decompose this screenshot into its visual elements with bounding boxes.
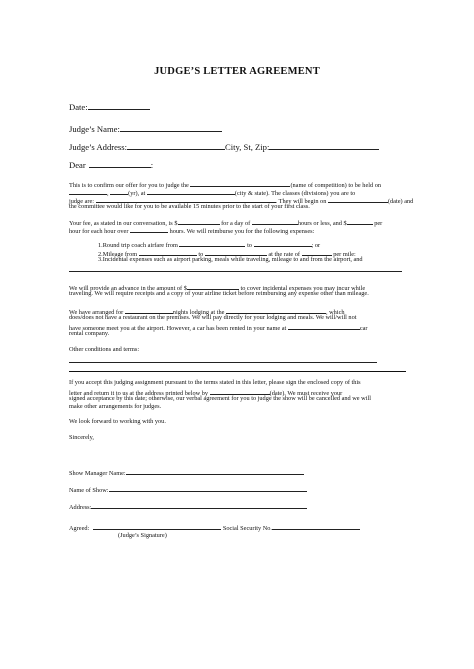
fee-text: per <box>374 220 383 227</box>
confirm-text: . They will begin on <box>275 198 327 205</box>
date-row <box>69 100 150 112</box>
confirm-text: (name of competition) to be held on <box>290 182 382 189</box>
judge-signature-field[interactable] <box>93 522 221 530</box>
date-label: Date: <box>69 102 88 112</box>
closing-sincerely: Sincerely, <box>69 434 94 441</box>
expense-text: 1.Round trip coach airfare from <box>98 242 178 249</box>
agreed-row <box>69 522 360 533</box>
mileage-from-field[interactable] <box>139 248 197 256</box>
rental-company-field[interactable] <box>288 322 360 330</box>
lodging-line-2: does/does not have a restaurant on the premises. We will pay directly for your lodging and meals. We will/will not <box>69 314 357 321</box>
address-row <box>69 501 307 512</box>
airfare-to-field[interactable] <box>254 239 312 247</box>
lodging-text: , which <box>325 309 345 316</box>
day-fee-field[interactable] <box>178 217 220 225</box>
show-manager-field[interactable] <box>126 467 304 475</box>
year-field[interactable] <box>110 187 128 195</box>
dear-field[interactable] <box>89 158 154 170</box>
ssn-label: Social Security No. <box>222 525 273 532</box>
lodging-text: We have arranged for <box>69 309 124 316</box>
advance-text: to cover incidental expenses you may incur while <box>240 285 366 292</box>
lodging-hotel-field[interactable] <box>226 306 326 314</box>
ssn-field[interactable] <box>272 522 360 530</box>
signature-caption: (Judge’s Signature) <box>118 532 167 539</box>
acceptance-line-1: If you accept this judging assignment pursuant to the terms stated in this letter, please sign the enclosed copy of this <box>69 379 361 386</box>
document-title: JUDGE’S LETTER AGREEMENT <box>154 66 320 77</box>
judge-name-label: Judge’s Name: <box>69 124 120 134</box>
salutation-row <box>69 158 153 170</box>
lodging-text: nights lodging at the <box>172 309 225 316</box>
lodging-line-4: rental company. <box>69 330 110 337</box>
fee-text: hours. We will reimburse you for the following expenses: <box>169 228 315 235</box>
agreed-label: Agreed: <box>69 525 90 532</box>
expense-incidental <box>98 256 363 264</box>
confirm-text: , <box>107 190 109 197</box>
show-manager-row <box>69 467 304 478</box>
judge-name-row <box>69 122 222 134</box>
city-state-field[interactable] <box>147 187 235 195</box>
confirm-text: judge are: <box>69 198 94 205</box>
confirm-text: (yr), at <box>128 190 146 197</box>
lodging-line-3 <box>69 322 368 333</box>
day-hours-field[interactable] <box>252 217 298 225</box>
advance-text: We will provide an advance in the amount of $ <box>69 285 187 292</box>
fee-text: hour for each hour over <box>69 228 129 235</box>
date-field[interactable] <box>88 100 150 110</box>
fee-text: hours or less, and $ <box>297 220 347 227</box>
judge-address-label: Judge’s Address: <box>69 142 128 152</box>
other-expenses-field[interactable] <box>69 264 402 272</box>
competition-name-field[interactable] <box>190 179 290 187</box>
advance-line-2: traveling. We will require receipts and a copy of your airline ticket before reimbursing any expense other than mileage. <box>69 290 369 297</box>
judge-name-field[interactable] <box>120 122 222 132</box>
expense-other-row <box>69 264 402 275</box>
fee-line-2 <box>69 225 314 236</box>
airfare-from-field[interactable] <box>179 239 245 247</box>
advance-amount-field[interactable] <box>187 282 239 290</box>
show-name-row <box>69 484 307 495</box>
lodging-text: have someone meet you at the airport. However, a car has been rented in your name at <box>69 325 287 332</box>
dear-colon: : <box>150 160 154 170</box>
lodging-nights-field[interactable] <box>125 306 173 314</box>
expense-text: per mile: <box>333 251 356 258</box>
address-field[interactable] <box>91 501 307 509</box>
confirm-text: This is to confirm our offer for you to judge the <box>69 182 189 189</box>
city-state-zip-label: City, St, Zip: <box>225 142 270 152</box>
lodging-text: car <box>359 325 368 332</box>
acceptance-text: letter and return it to us at the address printed below by <box>69 390 209 397</box>
return-date-field[interactable] <box>210 387 270 395</box>
city-state-zip-field[interactable] <box>269 140 379 150</box>
mileage-to-field[interactable] <box>205 248 267 256</box>
show-name-label: Name of Show: <box>69 487 109 494</box>
fee-text: Your fee, as stated in our conversation, is $ <box>69 220 178 227</box>
closing-forward: We look forward to working with you. <box>69 418 166 425</box>
hourly-fee-field[interactable] <box>347 217 373 225</box>
confirm-text: (date) and <box>387 198 414 205</box>
other-conditions-label: Other conditions and terms: <box>69 346 140 353</box>
expense-text: ; or <box>311 242 321 249</box>
fee-text: for a day of <box>221 220 251 227</box>
confirm-line-4: the committee would like for you to be available 15 minutes prior to the start of your first class. <box>69 203 310 210</box>
judge-address-field[interactable] <box>127 140 225 150</box>
expense-text: at the rate of <box>268 251 301 258</box>
expense-text: to <box>247 242 252 249</box>
mileage-rate-field[interactable] <box>302 248 332 256</box>
other-conditions-row <box>69 355 377 366</box>
address-label: Address: <box>69 504 92 511</box>
classes-field[interactable] <box>96 195 276 203</box>
competition-date-field[interactable] <box>69 187 107 195</box>
dear-label: Dear <box>69 160 86 170</box>
judge-address-row <box>69 140 379 152</box>
expense-text: 2.Mileage from <box>98 251 138 258</box>
overtime-hours-field[interactable] <box>130 225 168 233</box>
expense-text: 3.Incidental expenses such as airport parking, meals while traveling, mileage to and from the airport, and <box>98 256 363 263</box>
show-manager-label: Show Manager Name: <box>69 470 126 477</box>
expense-text: to <box>198 251 204 258</box>
confirm-text: (city & state). The classes (divisions) you are to <box>234 190 356 197</box>
acceptance-line-3: signed acceptance by this date; otherwise, our verbal agreement for you to judge the show will be cancelled and we will <box>69 395 371 402</box>
section-divider <box>69 371 406 372</box>
acceptance-line-4: make other arrangements for judges. <box>69 403 162 410</box>
acceptance-text: (date). We must receive your <box>269 390 343 397</box>
other-conditions-field[interactable] <box>69 355 377 363</box>
start-date-field[interactable] <box>328 195 388 203</box>
show-name-field[interactable] <box>109 484 307 492</box>
